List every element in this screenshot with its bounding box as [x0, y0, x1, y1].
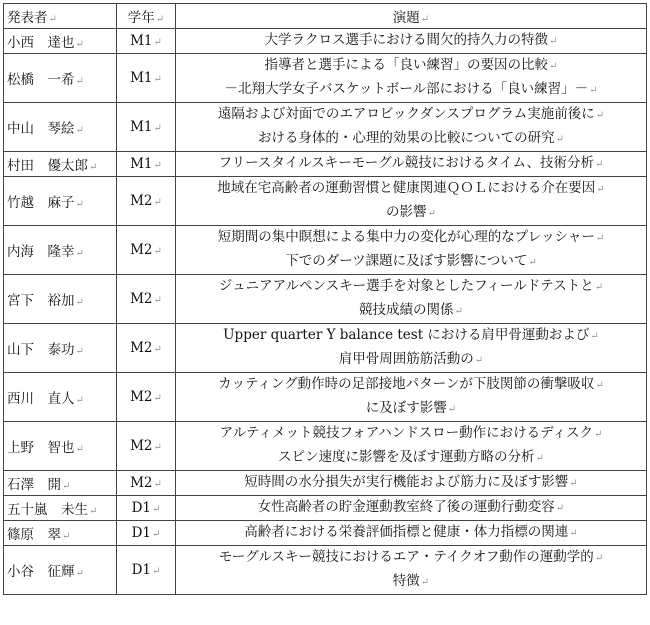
presentation-title [176, 521, 647, 546]
header-grade: 学年↵ [117, 4, 176, 29]
title-line: フリースタイルスキーモーグル競技におけるタイム、技術分析↵ [218, 155, 604, 171]
table-body [4, 29, 647, 595]
title-line: に及ぼす影響↵ [365, 400, 457, 416]
title-line: アルティメット競技フォアハンドスロー動作におけるディスク↵ [219, 425, 603, 441]
presenter-name: 山下 泰功↵ [4, 324, 117, 373]
presentation-title [176, 177, 647, 226]
grade: D1↵ [117, 546, 176, 595]
header-row [4, 4, 647, 29]
grade: M2↵ [117, 177, 176, 226]
presentation-table [3, 3, 647, 595]
table-row [4, 103, 647, 152]
title-line: スピン速度に影響を及ぼす運動方略の分析↵ [278, 449, 544, 465]
table-row [4, 496, 647, 521]
title-line: 遠隔および対面でのエアロビックダンスプログラム実施前後に↵ [217, 106, 605, 122]
presentation-list-document [3, 3, 647, 595]
table-row [4, 29, 647, 54]
table-row [4, 152, 647, 177]
presenter-name: 村田 優太郎↵ [4, 152, 117, 177]
presentation-title [176, 226, 647, 275]
presentation-title [176, 546, 647, 595]
grade: M1↵ [117, 103, 176, 152]
table-row [4, 275, 647, 324]
presenter-name: 小西 達也↵ [4, 29, 117, 54]
table-row [4, 226, 647, 275]
grade: M2↵ [117, 373, 176, 422]
grade: M2↵ [117, 324, 176, 373]
title-line: 競技成績の関係↵ [359, 302, 463, 318]
title-line: 大学ラクロス選手における間欠的持久力の特徴↵ [264, 32, 558, 48]
presenter-name: 小谷 征輝↵ [4, 546, 117, 595]
title-line: 高齢者における栄養評価指標と健康・体力指標の関連↵ [244, 524, 578, 540]
table-row [4, 471, 647, 496]
presentation-title [176, 29, 647, 54]
presentation-title [176, 103, 647, 152]
table-row [4, 422, 647, 471]
presenter-name: 五十嵐 未生↵ [4, 496, 117, 521]
grade: M1↵ [117, 29, 176, 54]
table-row [4, 373, 647, 422]
table-row [4, 324, 647, 373]
grade: D1↵ [117, 496, 176, 521]
title-line: Upper quarter Y balance test における肩甲骨運動および↵ [223, 327, 599, 343]
presenter-name: 宮下 裕加↵ [4, 275, 117, 324]
grade: D1↵ [117, 521, 176, 546]
title-line: 指導者と選手による「良い練習」の要因の比較↵ [264, 57, 558, 73]
presenter-name: 篠原 翠↵ [4, 521, 117, 546]
presentation-title [176, 422, 647, 471]
grade: M1↵ [117, 54, 176, 103]
title-line: 肩甲骨周囲筋筋活動の↵ [338, 351, 484, 367]
title-line: 女性高齢者の貯金運動教室終了後の運動行動変容↵ [257, 499, 565, 515]
table-row [4, 177, 647, 226]
title-line: ジュニアアルペンスキー選手を対象としたフィールドテストと↵ [218, 278, 604, 294]
presenter-name: 石澤 開↵ [4, 471, 117, 496]
title-line: モーグルスキー競技におけるエア・テイクオフ動作の運動学的↵ [218, 549, 604, 565]
presenter-name: 松橋 一希↵ [4, 54, 117, 103]
grade: M2↵ [117, 226, 176, 275]
presenter-name: 竹越 麻子↵ [4, 177, 117, 226]
presenter-name: 西川 直人↵ [4, 373, 117, 422]
grade: M1↵ [117, 152, 176, 177]
title-line: 短期間の集中瞑想による集中力の変化が心理的なプレッシャー↵ [217, 229, 605, 245]
title-line: の影響↵ [386, 204, 436, 220]
table-row [4, 546, 647, 595]
header-presenter: 発表者↵ [4, 4, 117, 29]
title-line: 下でのダーツ課題に及ぼす影響について↵ [285, 253, 537, 269]
title-line: 地域在宅高齢者の運動習慣と健康関連ＱＯＬにおける介在要因↵ [217, 180, 605, 196]
presenter-name: 内海 隆幸↵ [4, 226, 117, 275]
table-row [4, 521, 647, 546]
title-line: おける身体的・心理的効果の比較についての研究↵ [257, 130, 565, 146]
presentation-title [176, 54, 647, 103]
grade: M2↵ [117, 275, 176, 324]
table-row [4, 54, 647, 103]
header-title: 演題↵ [176, 4, 647, 29]
grade: M2↵ [117, 471, 176, 496]
presentation-title [176, 152, 647, 177]
presentation-title [176, 275, 647, 324]
title-line: －北翔大学女子バスケットボール部における「良い練習」－↵ [224, 81, 598, 97]
presentation-title [176, 373, 647, 422]
presentation-title [176, 324, 647, 373]
grade: M2↵ [117, 422, 176, 471]
presentation-title [176, 496, 647, 521]
title-line: 特徴↵ [392, 573, 430, 589]
presenter-name: 上野 智也↵ [4, 422, 117, 471]
presentation-title [176, 471, 647, 496]
presenter-name: 中山 琴絵↵ [4, 103, 117, 152]
title-line: カッティング動作時の足部接地パターンが下肢関節の衝撃吸収↵ [218, 376, 604, 392]
title-line: 短時間の水分損失が実行機能および筋力に及ぼす影響↵ [244, 474, 578, 490]
